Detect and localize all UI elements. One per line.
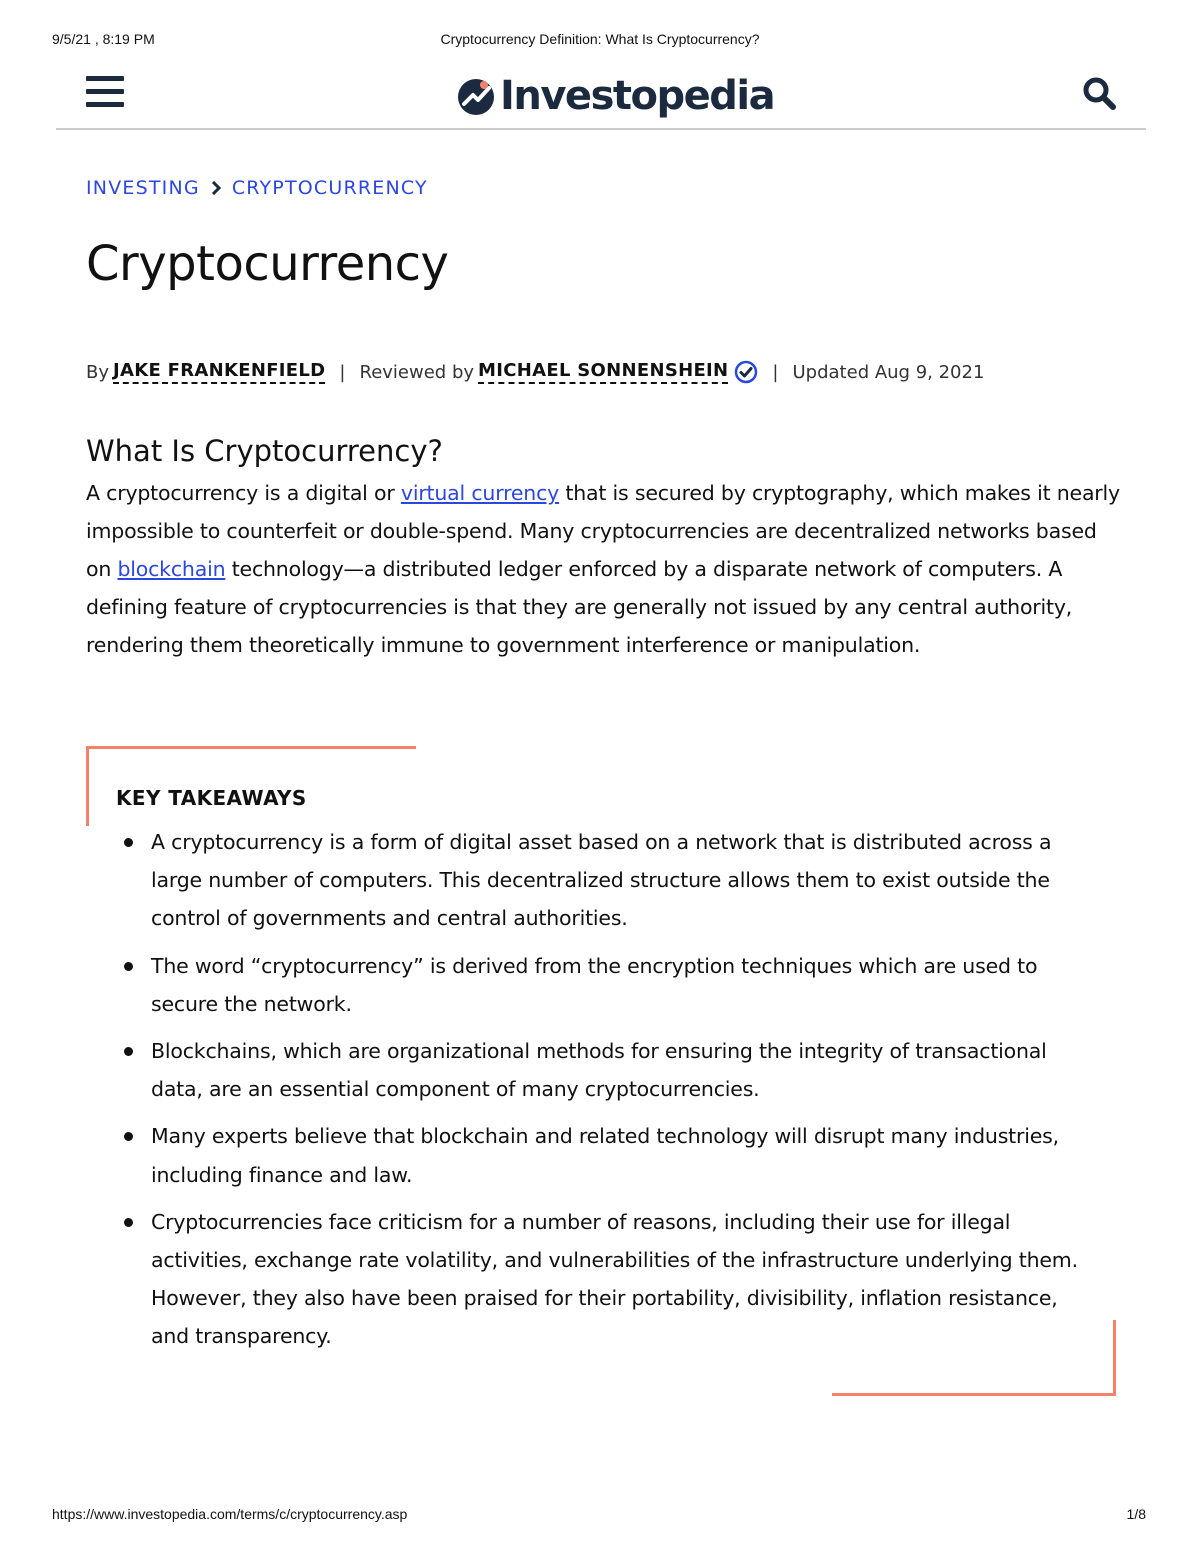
byline-separator: | [339,361,346,383]
breadcrumb-investing[interactable]: INVESTING [86,177,200,199]
takeaways-bracket-top [86,746,89,826]
chevron-right-icon [210,181,222,195]
section-heading: What Is Cryptocurrency? [86,434,443,468]
print-date: 9/5/21 , 8:19 PM [52,31,155,47]
by-label: By [86,361,110,383]
print-page-number: 1/8 [1126,1506,1146,1522]
magnifier-search-icon[interactable] [1082,76,1118,112]
takeaway-item: Many experts believe that blockchain and related technology will disrupt many industries, including finance and law. [122,1117,1097,1193]
key-takeaways-list [122,823,1097,1365]
breadcrumb [86,177,428,199]
author-link[interactable]: JAKE FRANKENFIELD [113,360,325,384]
takeaway-item: Blockchains, which are organizational methods for ensuring the integrity of transactional data, are an essential component of many cryptocurrencies. [122,1032,1097,1108]
intro-text: A cryptocurrency is a digital or [86,481,401,505]
verified-check-icon [734,360,758,384]
site-header [56,62,1146,130]
byline [86,360,984,384]
intro-text: that is secured by cryptography, which makes it nearly impossible to counterfeit or double-spend. Many cryptocurrencies are decentralized networks based on [86,481,1120,581]
takeaway-item: The word “cryptocurrency” is derived from the encryption techniques which are used to secure the network. [122,947,1097,1023]
takeaway-item: A cryptocurrency is a form of digital asset based on a network that is distributed across a large number of computers. This decentralized structure allows them to exist outside the control of governments and central authorities. [122,823,1097,938]
takeaways-bracket-top [86,746,416,749]
print-url: https://www.investopedia.com/terms/c/cryptocurrency.asp [52,1506,408,1522]
updated-date: Updated Aug 9, 2021 [792,361,985,383]
takeaways-bracket-bottom [832,1393,1116,1396]
takeaways-bracket-bottom [1113,1320,1116,1396]
investopedia-logo-icon [456,76,496,116]
blockchain-link[interactable]: blockchain [117,557,226,581]
takeaway-item: Cryptocurrencies face criticism for a number of reasons, including their use for illegal activities, exchange rate volatility, and vulnerabilities of the infrastructure underlying them. However, they also have been praised for their portability, divisibility, inflation resistance, and transparency. [122,1203,1097,1356]
reviewer-link[interactable]: MICHAEL SONNENSHEIN [478,360,728,384]
site-logo[interactable] [456,68,774,124]
breadcrumb-cryptocurrency[interactable]: CRYPTOCURRENCY [231,177,428,199]
reviewed-by-label: Reviewed by [359,361,475,383]
intro-text: technology—a distributed ledger enforced by a disparate network of computers. A defining feature of cryptocurrencies is that they are generally not issued by any central authority, rendering them theoretically immune to government interference or manipulation. [86,557,1073,657]
logo-text: Investopedia [500,73,775,119]
page-title: Cryptocurrency [86,236,449,292]
intro-paragraph [86,474,1126,664]
hamburger-menu-icon[interactable] [86,76,124,108]
print-page-title: Cryptocurrency Definition: What Is Cryptocurrency? [440,31,760,47]
key-takeaways-heading: KEY TAKEAWAYS [116,786,307,810]
byline-separator: | [772,361,779,383]
virtual-currency-link[interactable]: virtual currency [400,481,560,505]
